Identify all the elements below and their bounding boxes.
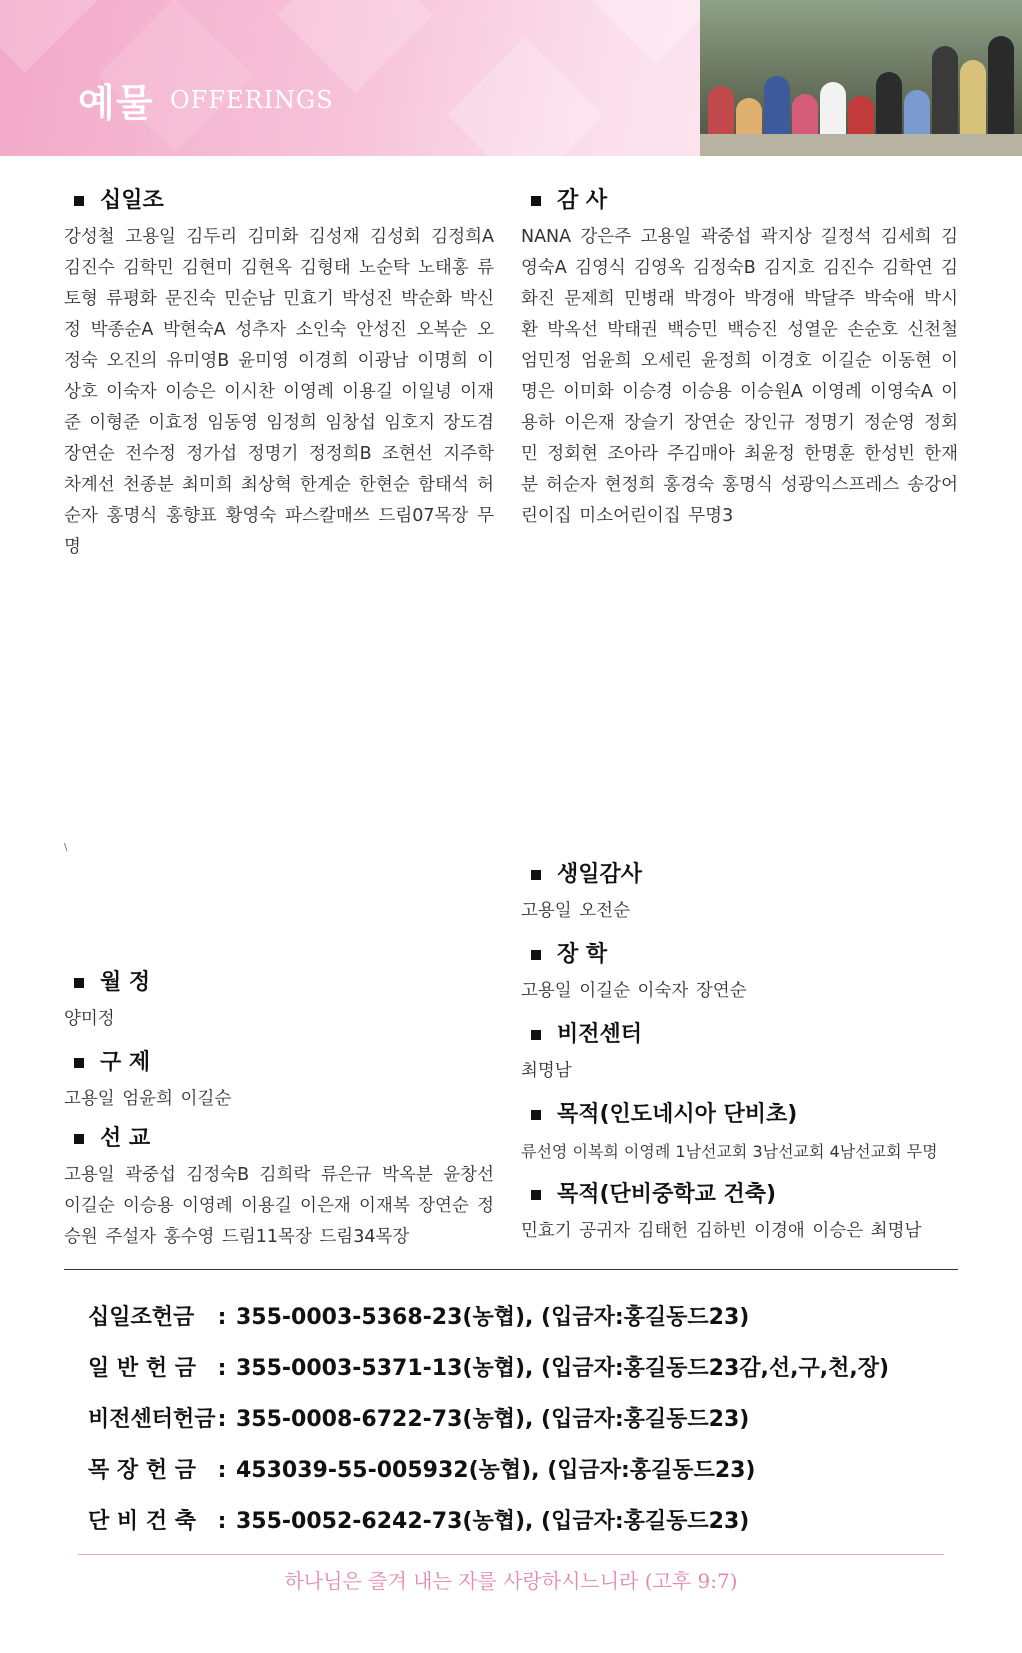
account-sep: : (217, 1509, 227, 1534)
section-birthday (521, 860, 958, 927)
section-title: 월 정 (100, 970, 151, 995)
account-value: 453039-55-005932(농협), (입금자:홍길동드23) (236, 1458, 756, 1483)
account-label: 일 반 헌 금 (88, 1356, 196, 1381)
section-title: 비전센터 (557, 1022, 643, 1047)
account-value: 355-0003-5368-23(농협), (입금자:홍길동드23) (236, 1305, 750, 1330)
section-title: 생일감사 (557, 862, 643, 887)
name-list: 류선영 이복희 이영례 1남선교회 3남선교회 4남선교회 무명 (521, 1142, 938, 1161)
header-decor (277, 0, 433, 93)
account-value: 355-0003-5371-13(농협), (입금자:홍길동드23감,선,구,천,장) (236, 1356, 889, 1381)
account-sep: : (217, 1356, 227, 1381)
name-list: 고용일 오전순 (521, 901, 630, 921)
divider (64, 1269, 958, 1270)
account-sep: : (217, 1305, 227, 1330)
section-vision (521, 1020, 958, 1087)
section-title: 목적(인도네시아 단비초) (557, 1102, 798, 1127)
section-indonesia (521, 1100, 958, 1167)
section-mission (64, 1124, 494, 1253)
group-photo (700, 0, 1022, 156)
bullet-icon (74, 1134, 84, 1144)
account-row (88, 1292, 948, 1343)
bullet-icon (531, 1190, 541, 1200)
header-decor (0, 0, 103, 73)
section-thanks (521, 186, 958, 532)
bullet-icon (74, 978, 84, 988)
bullet-icon (531, 1110, 541, 1120)
page-title: 예물 (78, 81, 154, 125)
name-list: 최명남 (521, 1061, 572, 1081)
bullet-icon (531, 950, 541, 960)
bible-verse: 하나님은 즐겨 내는 자를 사랑하시느니라 (고후 9:7) (284, 1569, 738, 1593)
bullet-icon (531, 1030, 541, 1040)
account-row (88, 1394, 948, 1445)
account-sep: : (217, 1458, 227, 1483)
section-tithe (64, 186, 494, 563)
account-row (88, 1445, 948, 1496)
account-label: 단 비 건 축 (88, 1509, 196, 1534)
section-title: 십일조 (100, 188, 164, 213)
bullet-icon (531, 196, 541, 206)
name-list: 강성철 고용일 김두리 김미화 김성재 김성회 김정희A 김진수 김학민 김현미 김현옥 김형태 노순탁 노태홍 류토형 류평화 문진숙 민순남 민효기 박성진 박순화 박신정 박종순A 박현숙A 성추자 소인숙 안성진 오복순 오정숙 오진의 유미영B 윤미영 이경희 이광남 이명희 이상호 이숙자 이승은 이시찬 이영례 이용길 이일녕 이재준 이형준 이효정 임동영 임정희 임창섭 임호지 장도겸 장연순 전수정 정가섭 정명기 정정희B 조현선 지주학 차계선 천종분 최미희 최상혁 한계순 한현순 함태석 허순자 홍명식 홍향표 황영숙 파스칼매쓰 드림07목장 무명 (64, 227, 494, 557)
name-list: 양미정 (64, 1009, 115, 1029)
page-header (0, 0, 1022, 156)
stray-mark: \ (64, 842, 68, 853)
footer-divider (78, 1554, 944, 1555)
account-sep: : (217, 1407, 227, 1432)
account-list (88, 1292, 948, 1547)
section-scholarship (521, 940, 958, 1007)
account-row (88, 1343, 948, 1394)
section-title: 구 제 (100, 1050, 151, 1075)
header-decor (447, 37, 603, 156)
account-label: 비전센터헌금 (88, 1407, 216, 1432)
account-row (88, 1496, 948, 1547)
bullet-icon (531, 870, 541, 880)
account-value: 355-0052-6242-73(농협), (입금자:홍길동드23) (236, 1509, 750, 1534)
name-list: NANA 강은주 고용일 곽중섭 곽지상 길정석 김세희 김영숙A 김영식 김영옥 김정숙B 김지호 김진수 김학연 김화진 문제희 민병래 박경아 박경애 박달주 박숙애 박시환 박옥선 박태권 백승민 백승진 성열운 손순호 신천철 엄민정 엄윤희 오세린 윤정희 이경호 이길순 이동현 이명은 이미화 이승경 이승용 이승원A 이영례 이영숙A 이용하 이은재 장슬기 장연순 장인규 정명기 정순영 정회민 정회현 조아라 주김매아 최윤정 한명훈 한성빈 한재분 허순자 현정희 홍경숙 홍명식 성광익스프레스 송강어린이집 미소어린이집 무명3 (521, 227, 958, 526)
section-title: 목적(단비중학교 건축) (557, 1182, 777, 1207)
account-label: 목 장 헌 금 (88, 1458, 196, 1483)
bullet-icon (74, 196, 84, 206)
section-school (521, 1180, 958, 1247)
account-value: 355-0008-6722-73(농협), (입금자:홍길동드23) (236, 1407, 750, 1432)
account-label: 십일조헌금 (88, 1305, 195, 1330)
name-list: 고용일 곽중섭 김정숙B 김희락 류은규 박옥분 윤창선 이길순 이승용 이영례 이용길 이은재 이재복 장연순 정승원 주설자 홍수영 드림11목장 드림34목장 (64, 1165, 494, 1247)
section-monthly (64, 968, 494, 1035)
page-subtitle: OFFERINGS (170, 86, 334, 114)
section-title: 감 사 (557, 188, 608, 213)
name-list: 고용일 이길순 이숙자 장연순 (521, 981, 747, 1001)
section-relief (64, 1048, 494, 1115)
name-list: 고용일 엄윤희 이길순 (64, 1089, 232, 1109)
bullet-icon (74, 1058, 84, 1068)
section-title: 선 교 (100, 1126, 151, 1151)
name-list: 민효기 공귀자 김태헌 김하빈 이경애 이승은 최명남 (521, 1221, 922, 1241)
section-title: 장 학 (557, 942, 608, 967)
